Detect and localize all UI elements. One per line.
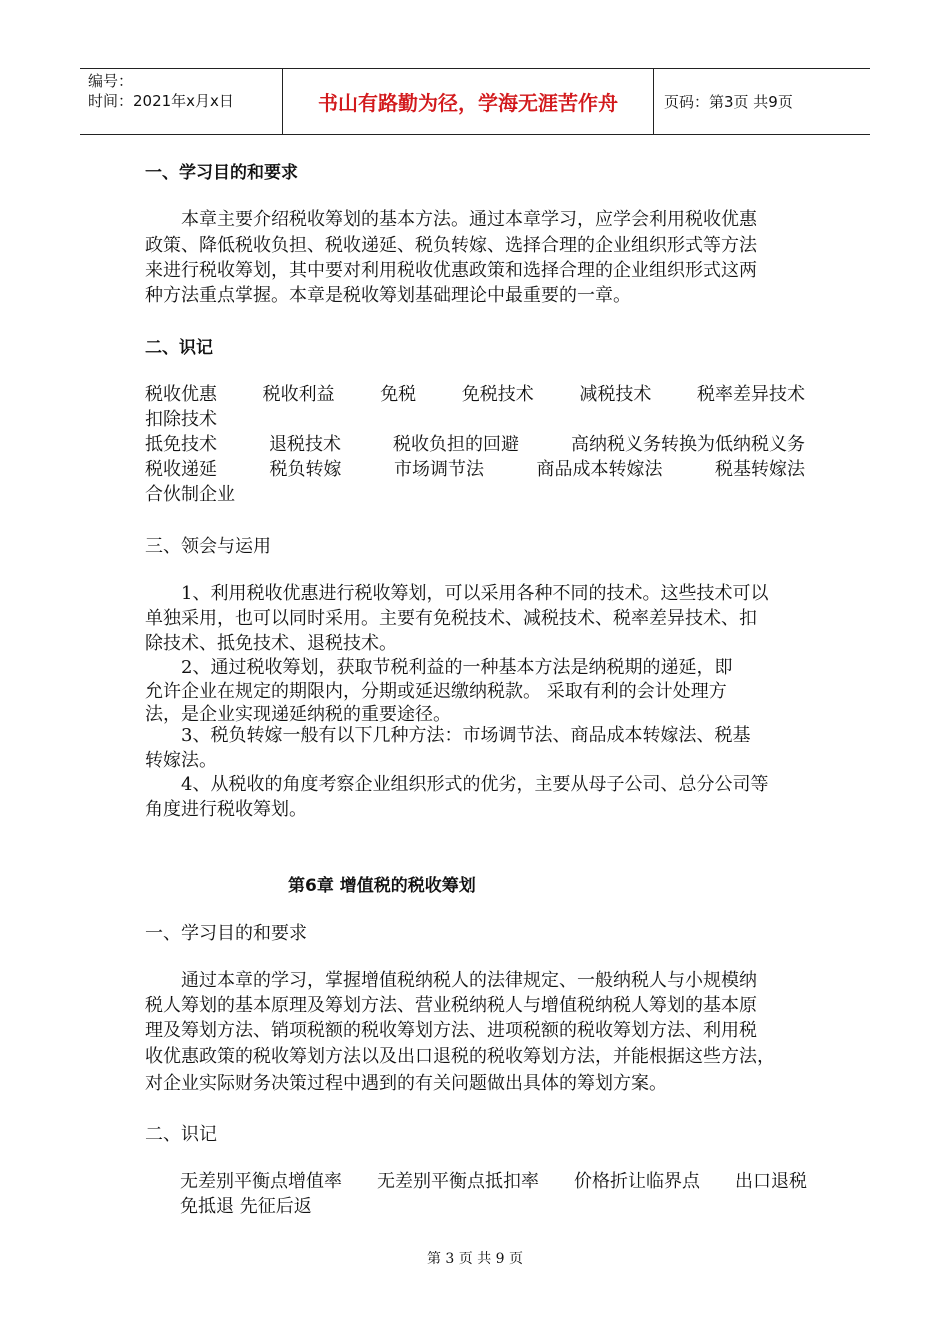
term: 市场调节法 xyxy=(394,459,484,480)
section-heading-goals: 一、学习目的和要求 xyxy=(145,923,307,944)
term: 税负转嫁 xyxy=(269,459,342,480)
paragraph-line: 法，是企业实现递延纳税的重要途径。 xyxy=(145,704,451,725)
paragraph-line: 对企业实际财务决策过程中遇到的有关问题做出具体的筹划方案。 xyxy=(145,1073,667,1094)
paragraph-line: 通过本章的学习，掌握增值税纳税人的法律规定、一般纳税人与小规模纳 xyxy=(145,970,757,991)
term: 高纳税义务转换为低纳税义务 xyxy=(571,434,805,455)
term-row xyxy=(145,433,805,457)
term: 税收递延 xyxy=(145,459,217,480)
page-code: 页码：第3页 共9页 xyxy=(664,93,793,111)
paragraph-line: 本章主要介绍税收筹划的基本方法。通过本章学习，应学会利用税收优惠 xyxy=(145,209,757,230)
term: 扣除技术 xyxy=(145,409,217,430)
section-heading-memorize: 二、识记 xyxy=(145,338,213,358)
paragraph-line: 转嫁法。 xyxy=(145,750,217,771)
term: 税基转嫁法 xyxy=(715,459,805,480)
section-heading-memorize: 二、识记 xyxy=(145,1124,217,1145)
chapter-title: 第6章 增值税的税收筹划 xyxy=(288,876,476,896)
time-label: 时间：2021年x月x日 xyxy=(88,92,234,110)
paragraph-line: 种方法重点掌握。本章是税收筹划基础理论中最重要的一章。 xyxy=(145,285,631,306)
paragraph-line: 来进行税收筹划，其中要对利用税收优惠政策和选择合理的企业组织形式这两 xyxy=(145,260,757,281)
paragraph-line: 理及筹划方法、销项税额的税收筹划方法、进项税额的税收筹划方法、利用税 xyxy=(145,1020,757,1041)
section-heading-apply: 三、领会与运用 xyxy=(145,536,271,557)
term: 免税 xyxy=(380,384,417,405)
term-row xyxy=(180,1170,807,1194)
page-footer: 第 3 页 共 9 页 xyxy=(426,1251,524,1267)
term: 抵免技术 xyxy=(145,434,217,455)
paragraph-line: 收优惠政策的税收筹划方法以及出口退税的税收筹划方法，并能根据这些方法， xyxy=(145,1046,775,1067)
paragraph-line: 2、通过税收筹划，获取节税利益的一种基本方法是纳税期的递延，即 xyxy=(145,657,733,678)
term: 无差别平衡点增值率 xyxy=(180,1171,342,1192)
term: 减税技术 xyxy=(579,384,652,405)
page-header xyxy=(80,68,870,135)
paragraph-line: 4、从税收的角度考察企业组织形式的优劣，主要从母子公司、总分公司等 xyxy=(145,774,769,795)
term: 免抵退 先征后返 xyxy=(180,1196,312,1217)
motto: 书山有路勤为径，学海无涯苦作舟 xyxy=(282,69,654,134)
term-row xyxy=(145,383,805,407)
term: 无差别平衡点抵扣率 xyxy=(377,1171,539,1192)
term: 税收负担的回避 xyxy=(393,434,519,455)
term: 出口退税 xyxy=(735,1171,807,1192)
paragraph-line: 3、税负转嫁一般有以下几种方法：市场调节法、商品成本转嫁法、税基 xyxy=(145,725,751,746)
paragraph-line: 税人筹划的基本原理及筹划方法、营业税纳税人与增值税纳税人筹划的基本原 xyxy=(145,995,757,1016)
paragraph-line: 单独采用，也可以同时采用。主要有免税技术、减税技术、税率差异技术、扣 xyxy=(145,608,757,629)
term: 合伙制企业 xyxy=(145,484,235,505)
term: 免税技术 xyxy=(461,384,534,405)
paragraph-line: 1、利用税收优惠进行税收筹划，可以采用各种不同的技术。这些技术可以 xyxy=(145,583,769,604)
paragraph-line: 除技术、抵免技术、退税技术。 xyxy=(145,633,397,654)
number-label: 编号： xyxy=(88,72,134,90)
header-meta xyxy=(80,69,282,134)
term-row xyxy=(145,458,805,482)
term: 商品成本转嫁法 xyxy=(536,459,663,480)
section-heading-goals: 一、学习目的和要求 xyxy=(145,163,298,183)
term: 价格折让临界点 xyxy=(574,1171,700,1192)
term: 税率差异技术 xyxy=(696,384,805,405)
term: 税收利益 xyxy=(262,384,335,405)
paragraph-line: 允许企业在规定的期限内，分期或延迟缴纳税款。 采取有利的会计处理方 xyxy=(145,681,727,702)
paragraph-line: 角度进行税收筹划。 xyxy=(145,799,307,820)
term: 税收优惠 xyxy=(145,384,217,405)
paragraph-line: 政策、降低税收负担、税收递延、税负转嫁、选择合理的企业组织形式等方法 xyxy=(145,235,757,256)
term: 退税技术 xyxy=(269,434,341,455)
